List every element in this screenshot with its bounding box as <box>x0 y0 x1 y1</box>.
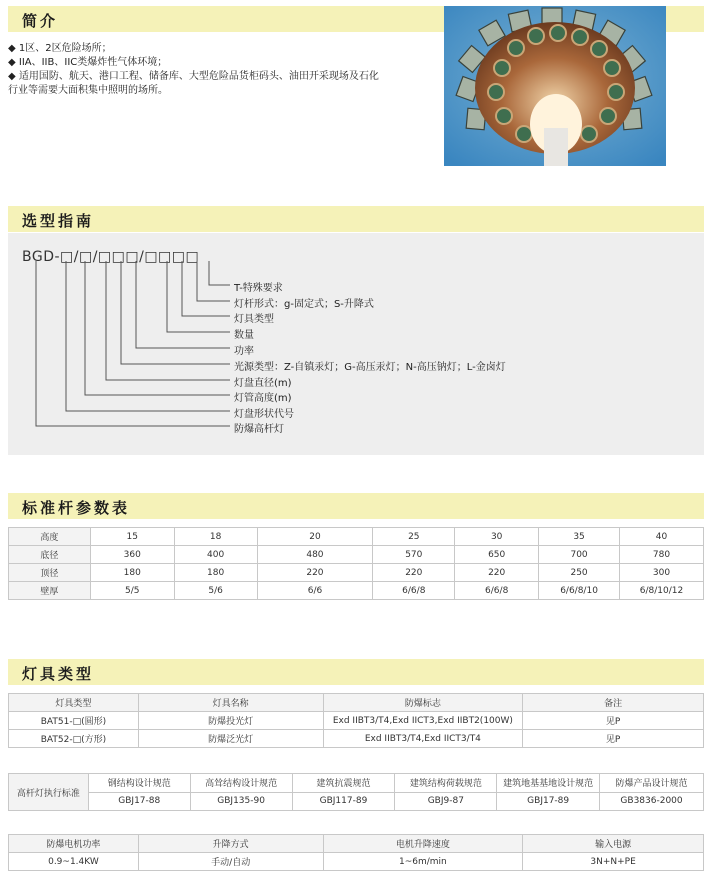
selection-guide <box>8 233 704 455</box>
table-cell: GB3836-2000 <box>600 792 704 811</box>
table-cell: 壁厚 <box>9 582 91 600</box>
table-cell: 5/5 <box>90 582 174 600</box>
table-cell: 480 <box>257 546 373 564</box>
table-cell: 780 <box>620 546 704 564</box>
table-cell: 顶径 <box>9 564 91 582</box>
table-cell: GBJ135-90 <box>190 792 292 811</box>
params-header <box>8 493 704 519</box>
table-cell: 20 <box>257 528 373 546</box>
table-cell: 180 <box>174 564 257 582</box>
table-cell: 25 <box>373 528 455 546</box>
table-row <box>9 582 704 600</box>
table-header-row <box>9 694 704 712</box>
table-header-cell: 灯具类型 <box>9 694 139 712</box>
guide-label-special: T-特殊要求 <box>234 283 283 294</box>
table-cell: 700 <box>539 546 620 564</box>
table-cell: GBJ117-89 <box>292 792 395 811</box>
table-row <box>9 564 704 582</box>
guide-label-quantity: 数量 <box>234 330 254 341</box>
table-header-cell: 高耸结构设计规范 <box>190 774 292 793</box>
pole-params-table <box>8 527 704 600</box>
intro-bullet: ◆ IIA、IIB、IIC类爆炸性气体环境； <box>8 57 168 68</box>
table-cell: 0.9~1.4KW <box>9 853 139 871</box>
guide-connector-lines <box>8 233 704 455</box>
guide-title: 选型指南 <box>22 212 95 230</box>
table-header-cell: 防爆电机功率 <box>9 835 139 853</box>
motor-table <box>8 834 704 871</box>
table-cell: 手动/自动 <box>138 853 323 871</box>
table-cell: 400 <box>174 546 257 564</box>
intro-text <box>8 42 388 98</box>
table-cell: 6/6/8 <box>455 582 539 600</box>
table-cell: GBJ9-87 <box>395 792 497 811</box>
table-cell: 30 <box>455 528 539 546</box>
table-row <box>9 730 704 748</box>
table-cell: 1~6m/min <box>323 853 523 871</box>
model-code: BGD-□/□/□□□/□□□□ <box>22 249 200 265</box>
table-header-cell: 建筑结构荷载规范 <box>395 774 497 793</box>
intro-title: 简介 <box>22 12 59 30</box>
table-row <box>9 774 704 793</box>
high-mast-light-photo <box>444 6 666 166</box>
table-header-cell: 防爆产品设计规范 <box>600 774 704 793</box>
table-cell: 18 <box>174 528 257 546</box>
table-cell: 180 <box>90 564 174 582</box>
table-cell: 40 <box>620 528 704 546</box>
table-cell: 250 <box>539 564 620 582</box>
guide-label-tube-height: 灯管高度(m) <box>234 393 292 404</box>
table-header-cell: 备注 <box>523 694 704 712</box>
table-cell: Exd IIBT3/T4,Exd IICT3/T4 <box>323 730 523 748</box>
guide-label-pole-type: 灯杆形式：g-固定式；S-升降式 <box>234 299 374 310</box>
table-cell: 防爆投光灯 <box>138 712 323 730</box>
standards-table <box>8 773 704 811</box>
table-header-cell: 输入电源 <box>523 835 704 853</box>
table-header-row <box>9 835 704 853</box>
table-cell: 220 <box>257 564 373 582</box>
table-cell: 35 <box>539 528 620 546</box>
guide-header <box>8 206 704 232</box>
table-header-cell: 建筑地基基地设计规范 <box>497 774 600 793</box>
intro-bullet: 行业等需要大面积集中照明的场所。 <box>8 85 168 96</box>
guide-label-product: 防爆高杆灯 <box>234 424 284 435</box>
table-cell: 底径 <box>9 546 91 564</box>
table-cell: 6/6/8 <box>373 582 455 600</box>
table-header-cell: 灯具名称 <box>138 694 323 712</box>
lamps-title: 灯具类型 <box>22 665 95 683</box>
table-cell: 570 <box>373 546 455 564</box>
table-header-cell: 电机升降速度 <box>323 835 523 853</box>
table-cell: 5/6 <box>174 582 257 600</box>
table-cell: BAT52-□(方形) <box>9 730 139 748</box>
table-cell: 650 <box>455 546 539 564</box>
intro-bullet: ◆ 适用国防、航天、港口工程、储备库、大型危险品货柜码头、油田开采现场及石化 <box>8 71 379 82</box>
table-cell: GBJ17-89 <box>497 792 600 811</box>
table-row <box>9 853 704 871</box>
table-row <box>9 528 704 546</box>
table-cell: GBJ17-88 <box>88 792 190 811</box>
table-row <box>9 546 704 564</box>
table-cell: 6/6/8/10 <box>539 582 620 600</box>
table-cell: 6/6 <box>257 582 373 600</box>
guide-label-disc-diameter: 灯盘直径(m) <box>234 378 292 389</box>
table-cell: BAT51-□(圆形) <box>9 712 139 730</box>
table-cell: 见P <box>523 730 704 748</box>
lamp-types-table <box>8 693 704 748</box>
table-cell: 高度 <box>9 528 91 546</box>
table-header-cell: 升降方式 <box>138 835 323 853</box>
guide-label-power: 功率 <box>234 346 254 357</box>
table-row <box>9 712 704 730</box>
guide-label-light-source: 光源类型：Z-自镇汞灯；G-高压汞灯；N-高压钠灯；L-金卤灯 <box>234 362 506 373</box>
table-cell: 防爆泛光灯 <box>138 730 323 748</box>
table-cell: 220 <box>455 564 539 582</box>
table-cell: 220 <box>373 564 455 582</box>
table-cell: 6/8/10/12 <box>620 582 704 600</box>
lamps-header <box>8 659 704 685</box>
table-cell: 300 <box>620 564 704 582</box>
table-row <box>9 792 704 811</box>
params-title: 标准杆参数表 <box>22 499 131 517</box>
table-cell: Exd IIBT3/T4,Exd IICT3,Exd IIBT2(100W) <box>323 712 523 730</box>
table-cell: 360 <box>90 546 174 564</box>
table-cell: 见P <box>523 712 704 730</box>
standards-label: 高杆灯执行标准 <box>9 774 89 811</box>
intro-bullet: ◆ 1区、2区危险场所； <box>8 43 112 54</box>
table-cell: 15 <box>90 528 174 546</box>
table-header-cell: 建筑抗震规范 <box>292 774 395 793</box>
guide-label-lamp-type: 灯具类型 <box>234 314 274 325</box>
guide-label-disc-shape: 灯盘形状代号 <box>234 409 294 420</box>
table-header-cell: 钢结构设计规范 <box>88 774 190 793</box>
table-header-cell: 防爆标志 <box>323 694 523 712</box>
table-cell: 3N+N+PE <box>523 853 704 871</box>
